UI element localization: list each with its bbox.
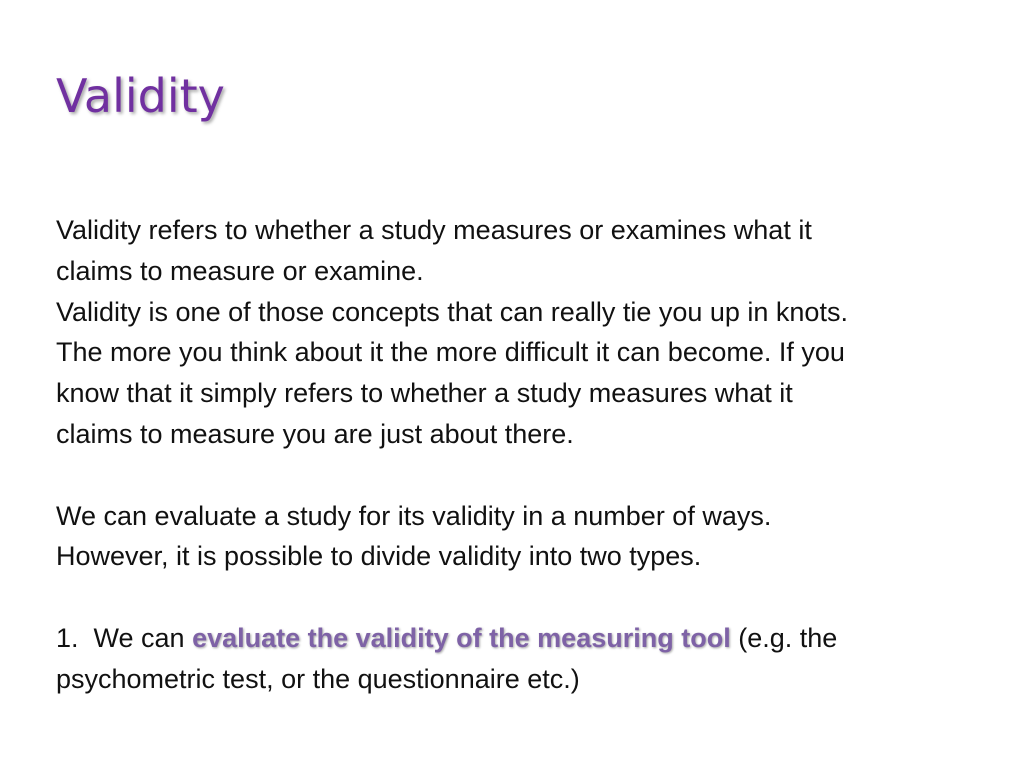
paragraph-spacer	[56, 577, 1006, 618]
body-line: Validity refers to whether a study measures or examines what it	[56, 215, 812, 245]
body-line: Validity is one of those concepts that can really tie you up in knots.	[56, 296, 848, 327]
body-line: The more you think about it the more difficult it can become. If you	[56, 337, 845, 368]
list-item-suffix: (e.g. the	[730, 622, 838, 653]
slide-body	[56, 210, 1006, 700]
list-item-prefix: 1. We can	[56, 622, 193, 653]
body-line: However, it is possible to divide validity into two types.	[56, 541, 702, 572]
highlighted-phrase: evaluate the validity of the measuring tool	[192, 622, 731, 653]
list-item-1	[56, 618, 1006, 659]
body-line: claims to measure you are just about there.	[56, 418, 574, 449]
slide-title: Validity	[56, 69, 225, 123]
body-line: know that it simply refers to whether a study measures what it	[56, 378, 793, 409]
body-line: We can evaluate a study for its validity in a number of ways.	[56, 500, 772, 531]
body-line: psychometric test, or the questionnaire etc.)	[56, 663, 580, 694]
body-line: claims to measure or examine.	[56, 255, 424, 286]
paragraph-spacer	[56, 455, 1006, 496]
